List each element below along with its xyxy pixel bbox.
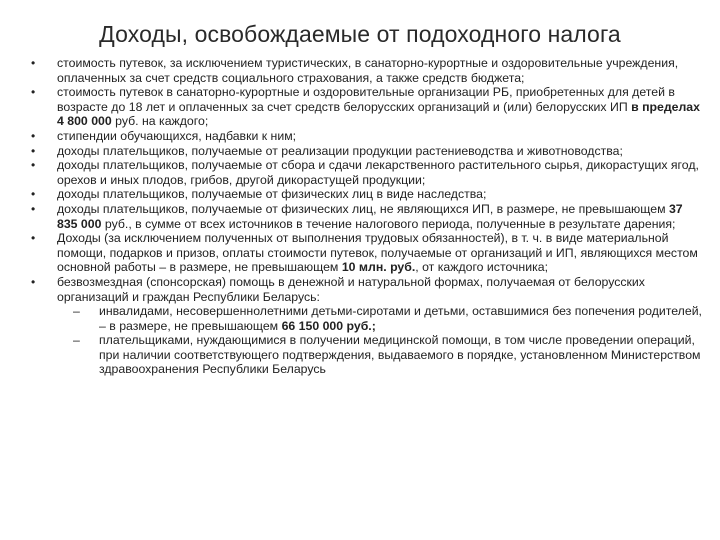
list-item bbox=[31, 158, 703, 187]
list-item-amount: 10 млн. руб. bbox=[341, 260, 416, 275]
sub-list-item bbox=[73, 304, 703, 333]
sub-list bbox=[57, 304, 703, 377]
list-item bbox=[31, 231, 703, 275]
list-item-amount: 37 835 000 bbox=[57, 201, 683, 231]
bullet-icon: • bbox=[31, 201, 36, 216]
list-item bbox=[31, 275, 703, 377]
sub-list-item-text: инвалидами, несовершеннолетними детьми-сиротами и детьми, оставшимися без попечения родителей, – в размере, не превышающем bbox=[99, 304, 702, 333]
list-item-amount: в пределах 4 800 000 bbox=[57, 99, 700, 129]
list-item bbox=[31, 202, 703, 231]
list-item-text: доходы плательщиков, получаемые от реализации продукции растениеводства и животноводства; bbox=[57, 143, 623, 158]
bullet-icon: • bbox=[31, 231, 36, 246]
list-item-text: доходы плательщиков, получаемые от физических лиц, не являющихся ИП, в размере, не превышающем bbox=[57, 201, 669, 216]
sub-list-item bbox=[73, 333, 703, 377]
list-item-text: безвозмездная (спонсорская) помощь в денежной и натуральной формах, получаемая от белорусских организаций и граждан Республики Беларусь: bbox=[57, 274, 645, 304]
list-item-text: Доходы (за исключением полученных от выполнения трудовых обязанностей), в т. ч. в виде материальной помощи, подарков и призов, оплаты стоимости путевок, получаемые от организаций и ИП, являющихся местом основной работы – в размере, не превышающем bbox=[57, 231, 698, 275]
list-item-text: доходы плательщиков, получаемые от физических лиц в виде наследства; bbox=[57, 187, 487, 202]
list-item-text-end: , от каждого источника; bbox=[415, 260, 548, 275]
dash-icon: – bbox=[73, 304, 80, 319]
list-item-text: стипендии обучающихся, надбавки к ним; bbox=[57, 128, 297, 143]
sub-list-item-amount: 66 150 000 руб.; bbox=[281, 318, 376, 333]
list-item bbox=[31, 129, 703, 144]
bullet-icon: • bbox=[31, 143, 36, 158]
exemption-list bbox=[31, 56, 703, 377]
list-item-text: доходы плательщиков, получаемые от сбора и сдачи лекарственного растительного сырья, дикорастущих ягод, орехов и иных плодов, грибов, другой дикорастущей продукции; bbox=[57, 158, 699, 187]
list-item bbox=[31, 85, 703, 129]
bullet-icon: • bbox=[31, 274, 36, 289]
bullet-icon: • bbox=[31, 85, 36, 100]
list-item-text-end: руб. на каждого; bbox=[111, 114, 209, 129]
bullet-icon: • bbox=[31, 56, 36, 70]
bullet-icon: • bbox=[31, 128, 36, 143]
slide-title: Доходы, освобождаемые от подоходного налога bbox=[99, 21, 621, 47]
list-item bbox=[31, 187, 703, 202]
bullet-icon: • bbox=[31, 158, 36, 173]
dash-icon: – bbox=[73, 333, 80, 348]
bullet-icon: • bbox=[31, 187, 36, 202]
sub-list-item-text: плательщиками, нуждающимися в получении медицинской помощи, в том числе проведении операций, при наличии соответствующего подтверждения, выдаваемого в порядке, установленном Министерством здравоохранения Республики Беларусь bbox=[99, 333, 701, 377]
list-item bbox=[31, 56, 703, 85]
list-item bbox=[31, 144, 703, 159]
list-item-text: стоимость путевок в санаторно-курортные и оздоровительные организации РБ, приобретенных для детей в возрасте до 18 лет и оплаченных за счет средств белорусских организаций и (или) белорусских ИП bbox=[57, 85, 675, 114]
list-item-text: стоимость путевок, за исключением туристических, в санаторно-курортные и оздоровительные учреждения, оплаченных за счет средств социального страхования, а также средств бюджета; bbox=[57, 56, 679, 85]
list-item-text-end: руб., в сумме от всех источников в течение налогового периода, полученные в результате дарения; bbox=[101, 216, 676, 231]
